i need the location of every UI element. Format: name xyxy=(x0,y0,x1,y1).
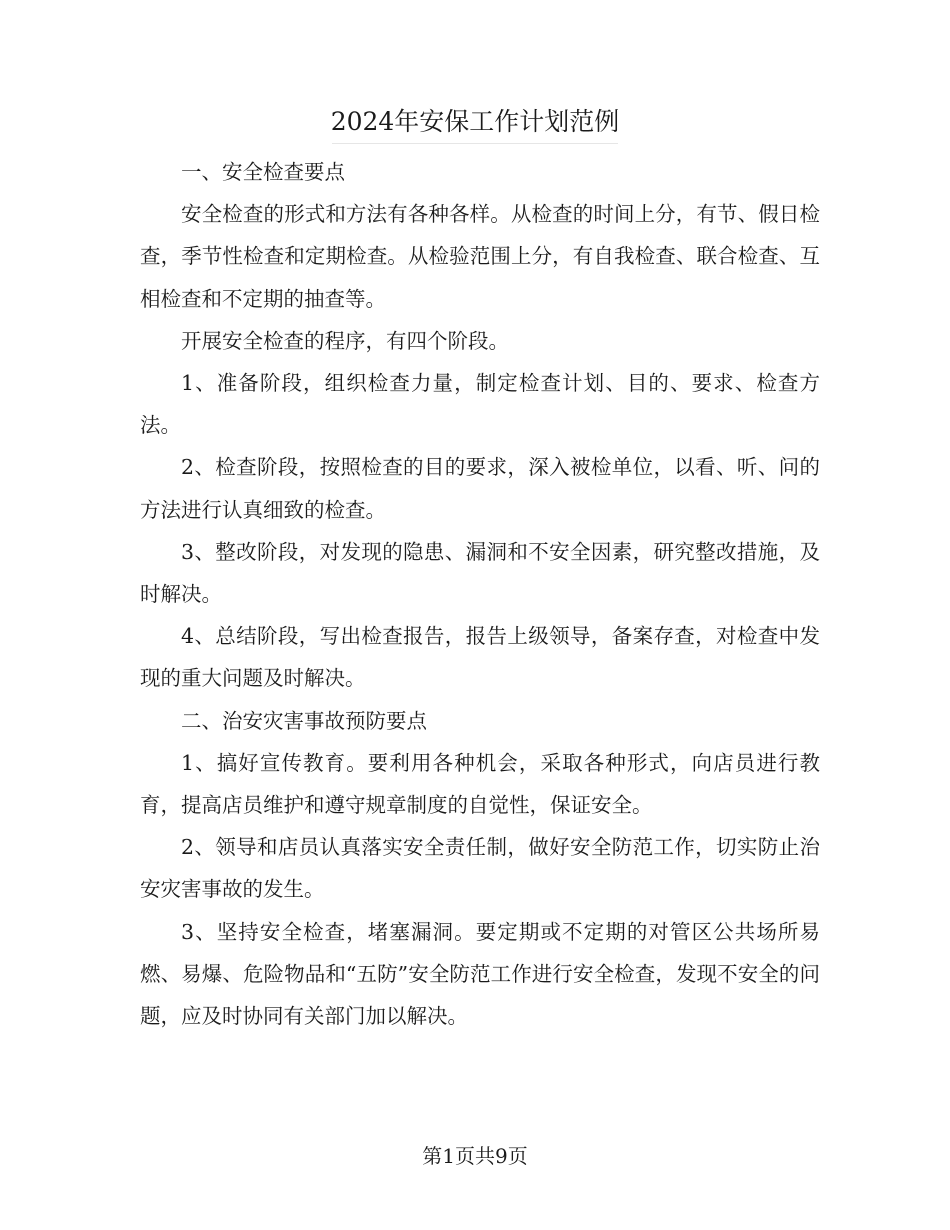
paragraph-publicity-education: 1、搞好宣传教育。要利用各种机会，采取各种形式，向店员进行教育，提高店员维护和遵守规章制度的自觉性，保证安全。 xyxy=(140,750,820,818)
paragraph-stage-inspection: 2、检查阶段，按照检查的目的要求，深入被检单位，以看、听、问的方法进行认真细致的检查。 xyxy=(140,455,820,522)
section-heading-accident-prevention: 二、治安灾害事故预防要点 xyxy=(181,708,427,733)
paragraph-stage-summary: 4、总结阶段，写出检查报告，报告上级领导，备案存查，对检查中发现的重大问题及时解决。 xyxy=(140,624,820,691)
paragraph-stage-preparation: 1、准备阶段，组织检查力量，制定检查计划、目的、要求、检查方法。 xyxy=(140,371,820,438)
document-title: 2024年安保工作计划范例 xyxy=(330,107,620,136)
section-heading-safety-inspection: 一、安全检查要点 xyxy=(181,160,345,184)
paragraph-inspection-forms: 安全检查的形式和方法有各种各样。从检查的时间上分，有节、假日检查，季节性检查和定期检查。从检验范围上分，有自我检查、联合检查、互相检查和不定期的抽查等。 xyxy=(140,202,820,311)
page-number-footer: 第1页共9页 xyxy=(422,1144,528,1168)
title-divider xyxy=(332,143,618,144)
paragraph-responsibility-system: 2、领导和店员认真落实安全责任制，做好安全防范工作，切实防止治安灾害事故的发生。 xyxy=(140,835,820,902)
document-body xyxy=(140,151,820,1037)
paragraph-inspection-procedure: 开展安全检查的程序，有四个阶段。 xyxy=(181,328,509,353)
paragraph-stage-rectification: 3、整改阶段，对发现的隐患、漏洞和不安全因素，研究整改措施，及时解决。 xyxy=(140,539,820,607)
paragraph-safety-check: 3、坚持安全检查，堵塞漏洞。要定期或不定期的对管区公共场所易燃、易爆、危险物品和“五防”安全防范工作进行安全检查，发现不安全的问题，应及时协同有关部门加以解决。 xyxy=(140,919,820,1029)
